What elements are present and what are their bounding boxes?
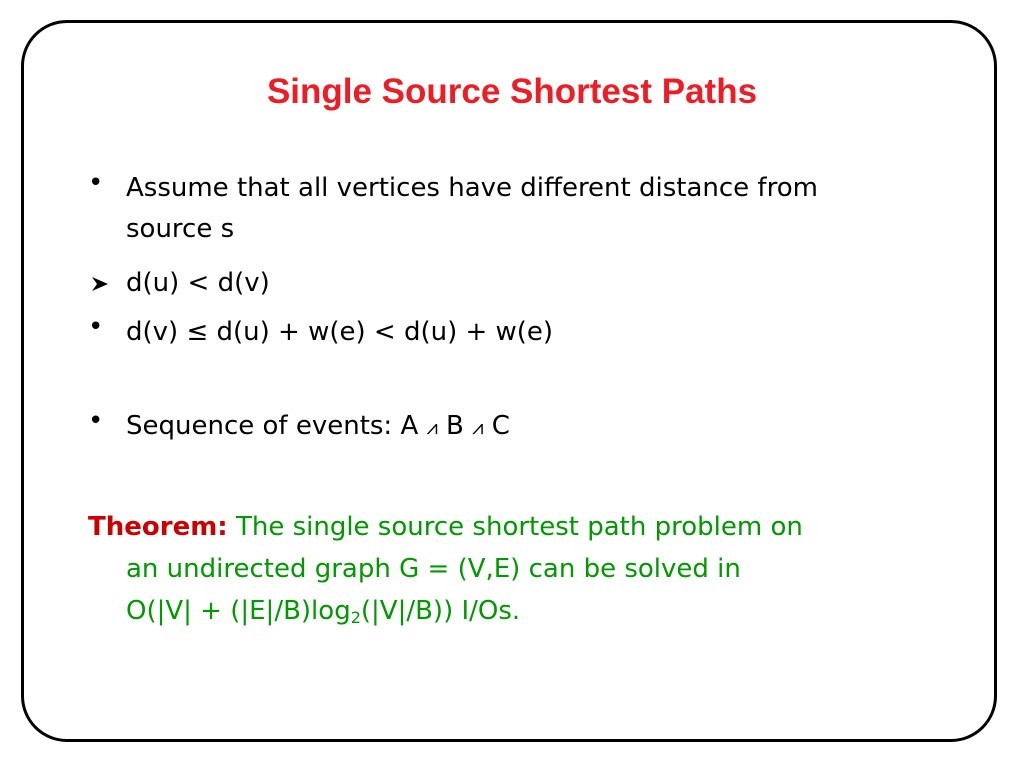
- bullet-marker: •: [88, 312, 104, 342]
- theorem-formula-pre: O(|V| + (|E|/B)log: [126, 596, 351, 626]
- bullet-line: Assume that all vertices have different distance from: [126, 173, 818, 203]
- bullet-item-assume: [126, 168, 936, 250]
- bullet-item-sequence: [126, 406, 936, 448]
- bullet-line: d(u) < d(v): [126, 268, 270, 298]
- theorem-block: [88, 506, 938, 639]
- theorem-line-3: [88, 590, 938, 639]
- theorem-formula-subscript: 2: [350, 608, 361, 627]
- theorem-line-2: an undirected graph G = (V,E) can be solved in: [126, 554, 741, 584]
- bullet-item-du-dv: [126, 263, 936, 304]
- theorem-text: The single source shortest path problem on: [227, 512, 803, 542]
- slide-title: Single Source Shortest Paths: [266, 72, 758, 111]
- theorem-label: Theorem:: [88, 512, 228, 542]
- sequence-text-c: C: [483, 411, 510, 441]
- arrow-bullet-icon: [90, 276, 110, 292]
- theorem-formula-post: (|V|/B)) I/Os.: [360, 596, 521, 626]
- sequence-text-b: B: [437, 411, 473, 441]
- bullet-marker: •: [88, 168, 104, 198]
- wedge-symbol: ⩘: [426, 415, 438, 439]
- bullet-line: source s: [126, 214, 235, 244]
- wedge-symbol: ⩘: [472, 415, 484, 439]
- bullet-item-inequality: [126, 312, 936, 353]
- sequence-text-a: Sequence of events: A: [126, 411, 427, 441]
- bullet-line: d(v) ≤ d(u) + w(e) < d(u) + w(e): [126, 317, 554, 347]
- bullet-marker: •: [88, 406, 104, 436]
- theorem-line-1: [88, 506, 938, 548]
